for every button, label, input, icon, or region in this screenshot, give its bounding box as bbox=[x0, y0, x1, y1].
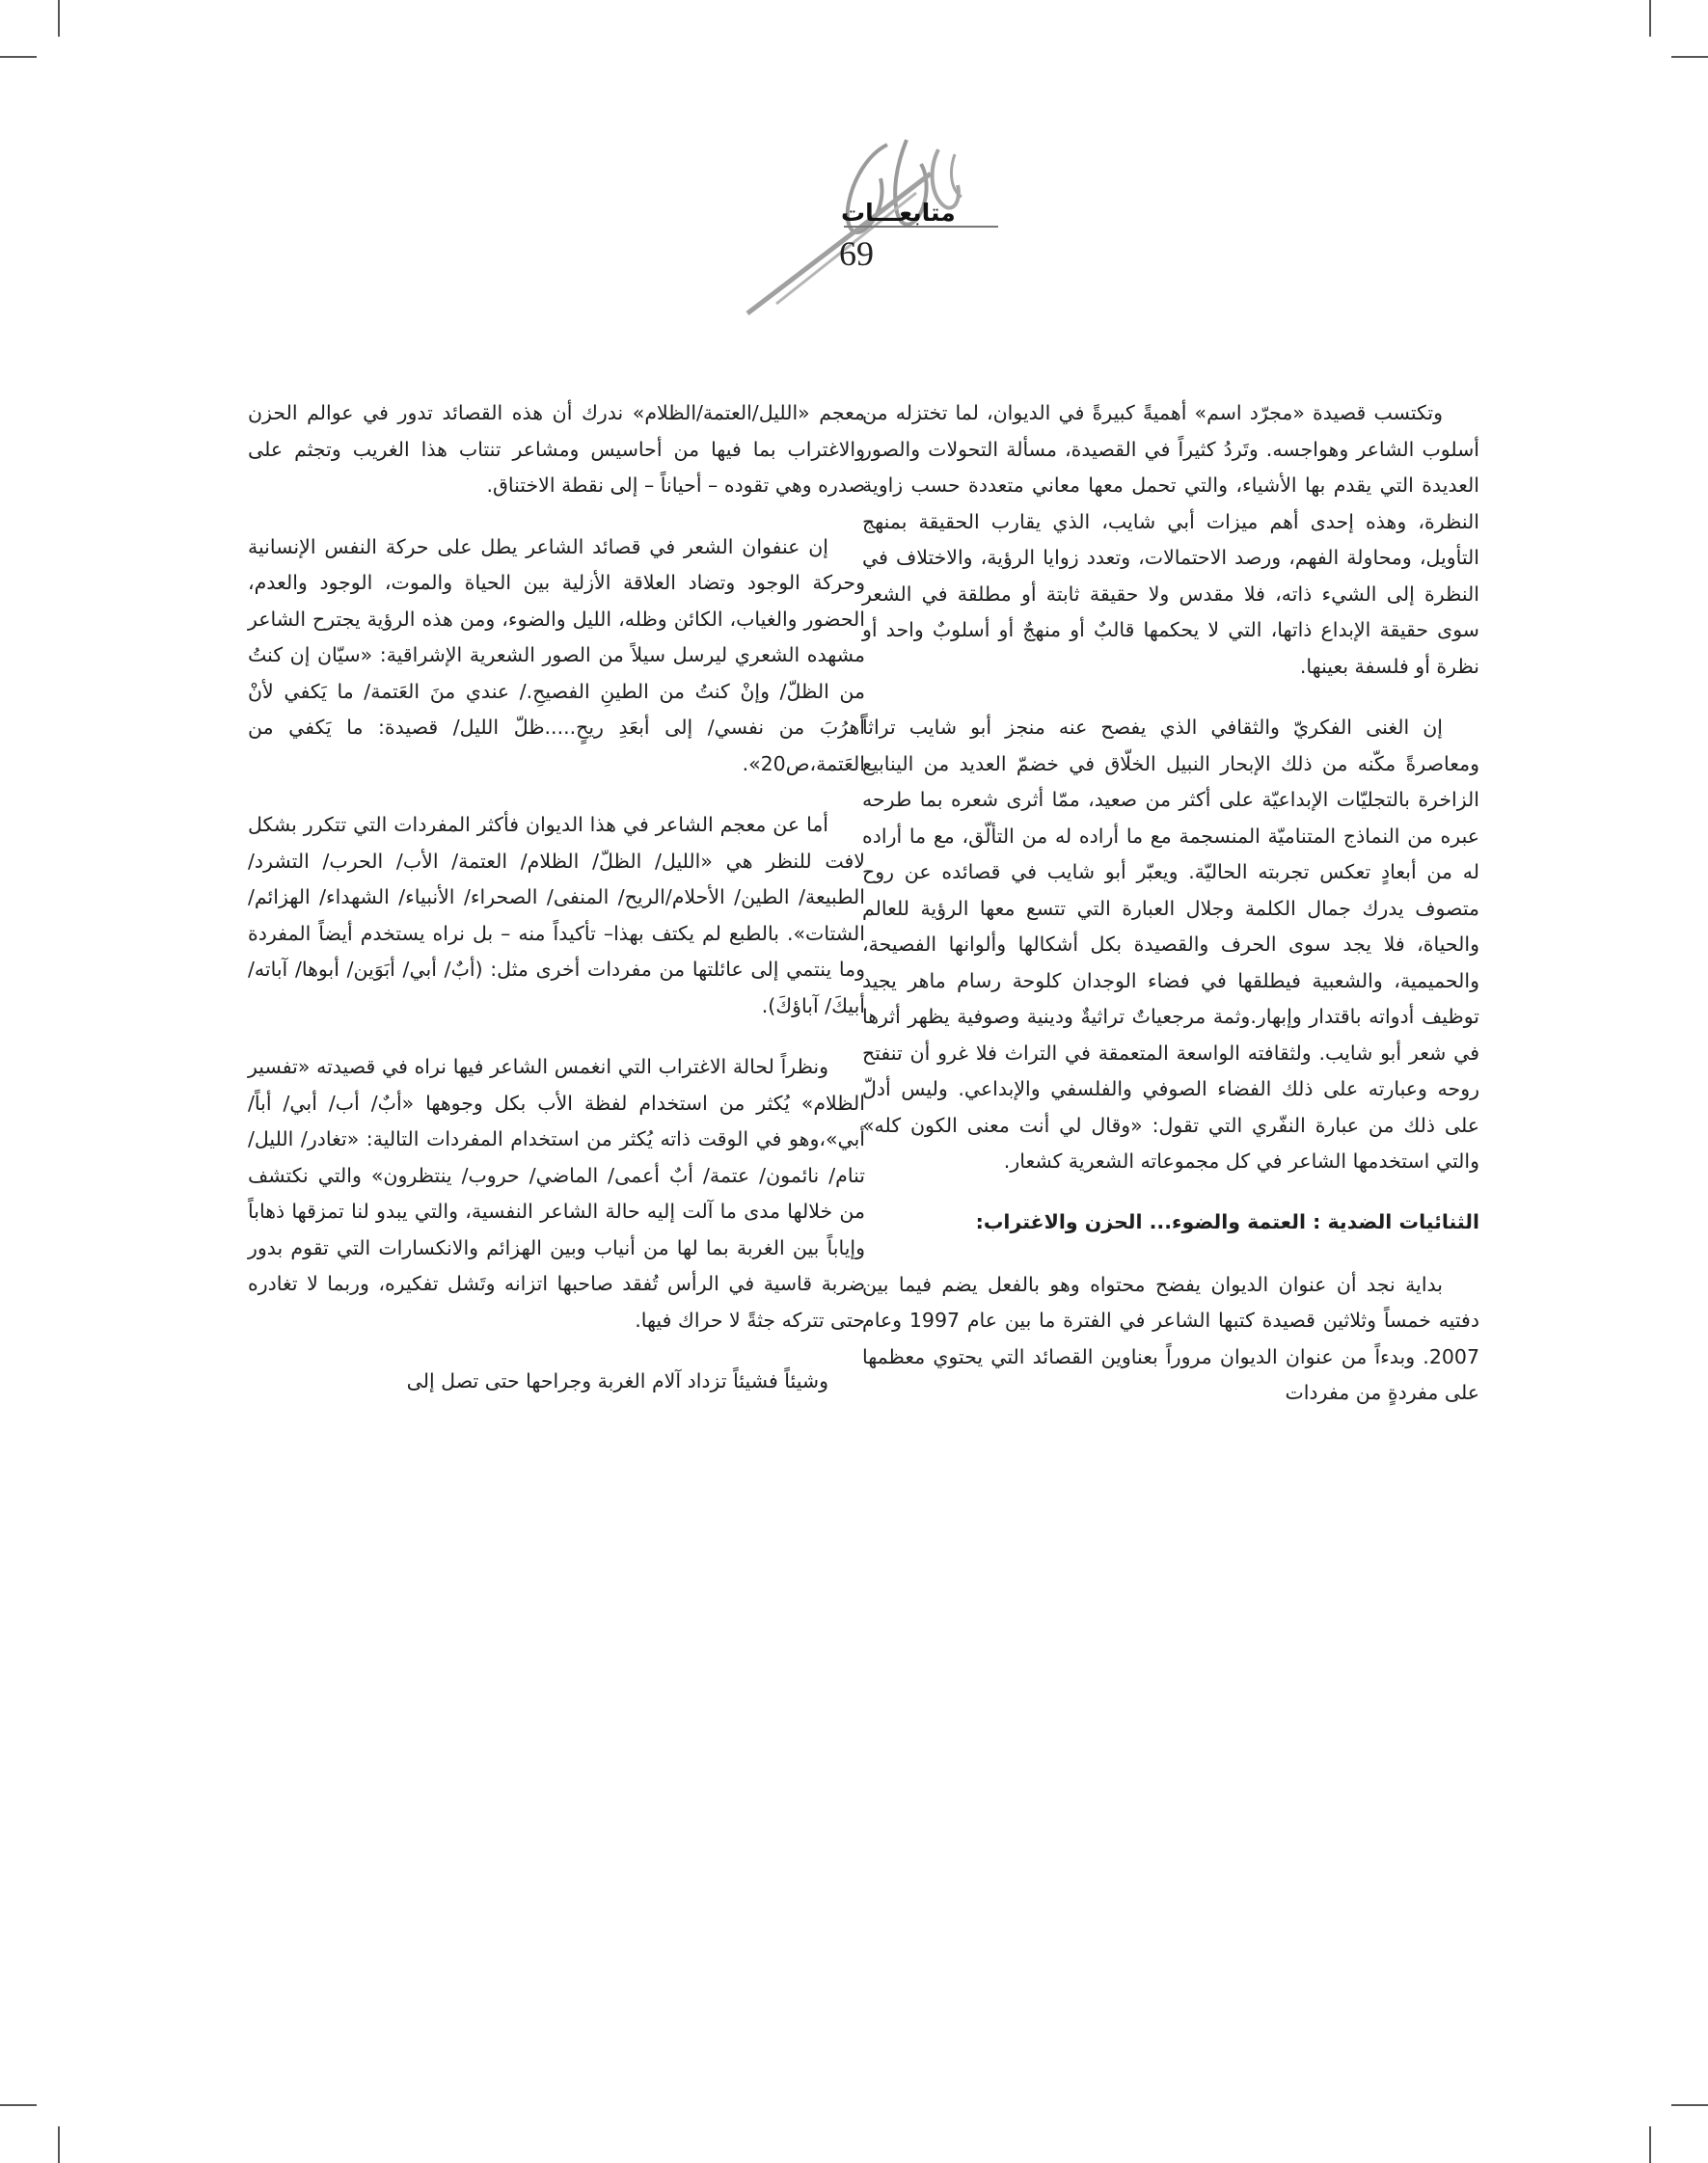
article-column-right bbox=[862, 395, 1479, 2015]
crop-mark bbox=[58, 2126, 60, 2163]
crop-mark bbox=[0, 56, 37, 58]
paragraph: وشيئاً فشيئاً تزداد آلام الغربة وجراحها حتى تصل إلى bbox=[406, 1369, 828, 1392]
crop-mark bbox=[1649, 2126, 1651, 2163]
crop-mark bbox=[1671, 56, 1708, 58]
paragraph: بداية نجد أن عنوان الديوان يفضح محتواه وهو بالفعل يضم فيما بين دفتيه خمساً وثلاثين قصيدة كتبها الشاعر في الفترة ما بين عام 1997 وعام 2007. وبدءاً من عنوان الديوان مروراً بعناوين القصائد التي يحتوي معظمها على مفردةٍ من مفردات bbox=[862, 1272, 1479, 1404]
paragraph: ونظراً لحالة الاغتراب التي انغمس الشاعر فيها نراه في قصيدته «تفسير الظلام» يُكثر من استخدام لفظة الأب بكل وجوهها «أبٌ/ أب/ أبي/ أباً/ أبي»،وهو في الوقت ذاته يُكثر من استخدام المفردات التالية: «تغادر/ الليل/ تنام/ نائمون/ عتمة/ أبٌ أعمى/ الماضي/ حروب/ ينتظرون» والتي نكتشف من خلالها مدى ما آلت إليه حالة الشاعر النفسية، والتي يبدو لنا تمزقها ذهاباً وإياباً بين الغربة بما لها من أنياب وبين الهزائم والانكسارات التي تقوم بدور ضربة قاسية في الرأس تُفقد صاحبها اتزانه وتَشل تفكيره، وربما لا تغادره حتى تتركه جثةً لا حراك فيها. bbox=[248, 1055, 865, 1332]
section-label: متابعـــات bbox=[841, 199, 956, 227]
paragraph: إن الغنى الفكريّ والثقافي الذي يفصح عنه منجز أبو شايب تراثاً ومعاصرةً مكّنه من ذلك الإبحار النبيل الخلّاق في خضمّ العديد من الينابيع الزاخرة بالتجليّات الإبداعيّة على أكثر من صعيد، ممّا أثرى شعره بما طرحه عبره من النماذج المتناميّة المنسجمة مع ما أراده له من التألّق، مع ما أراده له من أبعادٍ تعكس تجربته الحاليّة. ويعبّر أبو شايب في قصائده عن روح متصوف يدرك جمال الكلمة وجلال العبارة التي تتسع معها الرؤية للعالم والحياة، فلا يجد سوى الحرف والقصيدة بكل أشكالها وألوانها الفصيحة، والحميمية، والشعبية فيطلقها في فضاء الوجدان كلوحة رسام ماهر يجيد توظيف أدواته باقتدار وإبهار.وثمة مرجعياتٌ تراثيةٌ ودينية وصوفية يظهر أثرها في شعر أبو شايب. ولثقافته الواسعة المتعمقة في التراث فلا غرو أن تنفتح روحه وعبارته على ذلك الفضاء الصوفي والفلسفي والإبداعي. وليس أدلّ على ذلك من عبارة النفّري التي تقول: «وقال لي أنت معنى الكون كله» والتي استخدمها الشاعر في كل مجموعاته الشعرية كشعار. bbox=[862, 716, 1479, 1173]
paragraph: أما عن معجم الشاعر في هذا الديوان فأكثر المفردات التي تتكرر بشكل لافت للنظر هي «الليل/ الظلّ/ الظلام/ العتمة/ الأب/ الحرب/ التشرد/ الطبيعة/ الطين/ الأحلام/الريح/ المنفى/ الصحراء/ الأنبياء/ الشهداء/ الهزائم/ الشتات». بالطبع لم يكتف بهذا– تأكيداً منه – بل نراه يستخدم أيضاً المفردة وما ينتمي إلى عائلتها من مفردات أخرى مثل: (أبٌ/ أبي/ أبَوَين/ أبوها/ آباته/ أبيكَ/ آباؤكَ). bbox=[248, 813, 865, 1017]
crop-mark bbox=[58, 0, 60, 37]
paragraph: معجم «الليل/العتمة/الظلام» ندرك أن هذه القصائد تدور في عوالم الحزن والاغتراب بما فيها من أحاسيس ومشاعر تنتاب هذا الغريب وتجثم على صدره وهي تقوده – أحياناً – إلى نقطة الاختناق. bbox=[248, 401, 865, 497]
crop-mark bbox=[0, 2104, 37, 2106]
paragraph: إن عنفوان الشعر في قصائد الشاعر يطل على حركة النفس الإنسانية وحركة الوجود وتضاد العلاقة الأزلية بين الحياة والموت، الوجود والعدم، الحضور والغياب، الكائن وظله، الليل والضوء، ومن هذه الرؤية يجترح الشاعر مشهده الشعري ليرسل سيلاً من الصور الشعرية الإشراقية: «سيّان إن كنتُ من الظلّ/ وإنْ كنتُ من الطينِ الفصيحِ./ عندي منَ العَتمة/ ما يَكفي لأنْ أهرُبَ من نفسي/ إلى أبعَدِ ريحٍ.....ظلّ الليل/ قصيدة: ما يَكفي من العَتمة،ص20». bbox=[248, 534, 865, 775]
crop-mark bbox=[1671, 2104, 1708, 2106]
calligraphic-logo-icon bbox=[709, 135, 1008, 318]
paragraph: وتكتسب قصيدة «مجرّد اسم» أهميةً كبيرةً في الديوان، لما تختزله من أسلوب الشاعر وهواجسه. وتَردُ كثيراً في القصيدة، مسألة التحولات والصور العديدة التي يقدم بها الأشياء، والتي تحمل معها معاني متعددة حسب زاوية النظرة، وهذه إحدى أهم ميزات أبي شايب، الذي يقارب الحقيقة بمنهج التأويل، ومحاولة الفهم، ورصد الاحتمالات، وتعدد زوايا الرؤية، والاختلاف في النظرة إلى الشيء ذاته، فلا مقدس ولا حقيقة ثابتة أو مطلقة في الشعر سوى حقيقة الإبداع ذاتها، التي لا يحكمها قالبٌ أو منهجٌ أو أسلوبٌ واحد أو نظرة أو فلسفة بعينها. bbox=[862, 401, 1479, 678]
article-column-left bbox=[248, 395, 865, 2015]
page-number: 69 bbox=[839, 234, 874, 273]
section-heading: الثنائيات الضدية : العتمة والضوء... الحزن والاغتراب: bbox=[975, 1209, 1479, 1233]
crop-mark bbox=[1649, 0, 1651, 37]
